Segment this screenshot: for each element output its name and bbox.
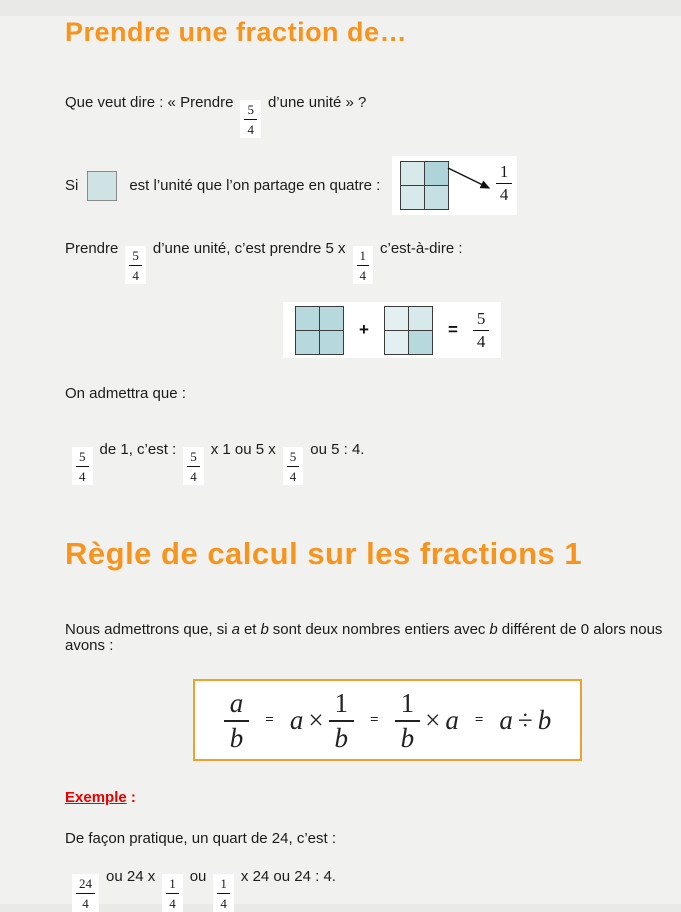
fraction-denominator: 4	[220, 896, 227, 911]
fraction-numerator: 5	[473, 310, 490, 331]
fraction-denominator: b	[334, 722, 349, 753]
figure-quarter-diagram	[392, 156, 517, 215]
fraction-1-4	[213, 874, 234, 912]
grid-cell	[409, 307, 432, 330]
fraction-numerator: 1	[217, 876, 230, 894]
fraction-denominator: 4	[169, 896, 176, 911]
fraction-numerator: 1	[496, 163, 513, 184]
fraction-1-b	[395, 688, 421, 753]
text-segment: de 1, c’est :	[99, 441, 177, 458]
text-segment: est l’unité que l’on partage en quatre :	[129, 176, 381, 194]
equals-sign: =	[265, 711, 274, 728]
fraction-denominator: 4	[359, 268, 366, 283]
equals-sign: =	[474, 711, 484, 728]
row-unit-definition	[65, 156, 681, 215]
term-one-over-b-times-a	[395, 688, 459, 753]
fraction-denominator: 4	[190, 469, 197, 484]
variable-a: a	[231, 621, 240, 638]
fraction-denominator: 4	[476, 331, 486, 351]
variable-b: b	[537, 704, 552, 735]
equals-sign: =	[447, 320, 458, 339]
unit-square-swatch	[87, 171, 117, 201]
document-page	[0, 16, 681, 911]
text-segment: et	[243, 621, 257, 638]
term-a-divided-by-b	[499, 705, 551, 736]
fraction-5-4	[473, 310, 490, 351]
paragraph-question	[65, 95, 681, 138]
fraction-24-4	[72, 874, 99, 912]
grid-cell-filled	[320, 307, 343, 330]
text-segment: Si	[65, 176, 79, 194]
plus-sign: +	[359, 320, 369, 339]
fraction-denominator: 4	[79, 469, 86, 484]
grid-cell-filled	[320, 331, 343, 354]
text-segment: ou 24 x	[106, 868, 156, 885]
fraction-numerator: 5	[76, 449, 89, 467]
fraction-5-4	[240, 100, 261, 138]
divide-sign: ÷	[517, 704, 533, 735]
fraction-denominator: b	[400, 722, 415, 753]
text-segment: x 24 ou 24 : 4.	[240, 868, 336, 885]
fraction-numerator: 1	[329, 688, 355, 722]
fraction-numerator: 5	[244, 102, 257, 120]
fraction-numerator: 5	[287, 449, 300, 467]
fraction-5-4	[125, 246, 146, 284]
text-segment: d’une unité, c’est prendre 5 x	[152, 240, 346, 257]
paragraph-de-1	[65, 442, 681, 485]
fraction-numerator: 1	[357, 248, 370, 266]
equals-sign: =	[370, 711, 379, 728]
exemple-colon: :	[126, 789, 136, 806]
fraction-numerator: 24	[76, 876, 95, 894]
times-sign: ×	[308, 704, 324, 735]
variable-a: a	[499, 704, 513, 735]
text-segment: Que veut dire : « Prendre	[65, 94, 234, 111]
fraction-1-4	[353, 246, 374, 284]
page-title-regle-de-calcul: Règle de calcul sur les fractions 1	[65, 536, 583, 571]
fraction-numerator: 5	[187, 449, 200, 467]
text-segment: ou 5 : 4.	[310, 441, 365, 458]
fraction-numerator: 1	[395, 688, 421, 722]
text-segment: ou	[189, 868, 207, 885]
unit-grid-full	[295, 306, 344, 355]
fraction-denominator: 4	[82, 896, 89, 911]
paragraph-admettra: On admettra que :	[65, 385, 186, 402]
grid-cell-filled	[409, 331, 432, 354]
fraction-5-4	[72, 447, 93, 485]
fraction-denominator: b	[229, 722, 244, 753]
figure-sum-diagram	[283, 302, 501, 358]
fraction-5-4	[283, 447, 304, 485]
grid-cell	[385, 307, 408, 330]
variable-b: b	[260, 621, 269, 638]
variable-a: a	[289, 704, 304, 735]
variable-a: a	[445, 704, 459, 735]
fraction-numerator: 5	[129, 248, 142, 266]
text-segment: sont deux nombres entiers avec	[272, 621, 486, 638]
times-sign: ×	[425, 704, 441, 735]
text-segment: x 1 ou 5 x	[210, 441, 276, 458]
variable-b: b	[489, 621, 498, 638]
paragraph-intro-regle	[65, 622, 681, 654]
unit-grid-quarter	[384, 306, 433, 355]
text-segment: différent de 0 alors nous avons :	[65, 621, 663, 654]
grid-cell-filled	[296, 307, 319, 330]
paragraph-quart-de-24	[65, 869, 681, 912]
fraction-5-4	[183, 447, 204, 485]
text-segment: Prendre	[65, 240, 119, 257]
fraction-denominator: 4	[499, 185, 509, 204]
fraction-a-b	[224, 688, 250, 753]
fraction-numerator: a	[224, 688, 250, 722]
grid-cell-filled	[296, 331, 319, 354]
text-segment: Nous admettrons que, si	[65, 621, 228, 638]
formula-box	[193, 679, 582, 761]
fraction-1-b	[329, 688, 355, 753]
paragraph-pratique: De façon pratique, un quart de 24, c’est :	[65, 830, 337, 847]
fraction-numerator: 1	[166, 876, 179, 894]
fraction-1-4	[496, 163, 513, 204]
fraction-denominator: 4	[132, 268, 139, 283]
text-segment: c’est-à-dire :	[380, 240, 463, 257]
text-segment: d’une unité » ?	[267, 94, 367, 111]
page-title-prendre-une-fraction: Prendre une fraction de…	[65, 17, 408, 47]
paragraph-prendre	[65, 241, 681, 284]
fraction-1-4	[162, 874, 183, 912]
grid-cell	[385, 331, 408, 354]
paragraph-exemple	[65, 790, 681, 806]
fraction-denominator: 4	[289, 469, 297, 484]
term-a-times-one-over-b	[290, 688, 354, 753]
exemple-label: Exemple	[65, 789, 127, 806]
fraction-denominator: 4	[247, 122, 254, 137]
